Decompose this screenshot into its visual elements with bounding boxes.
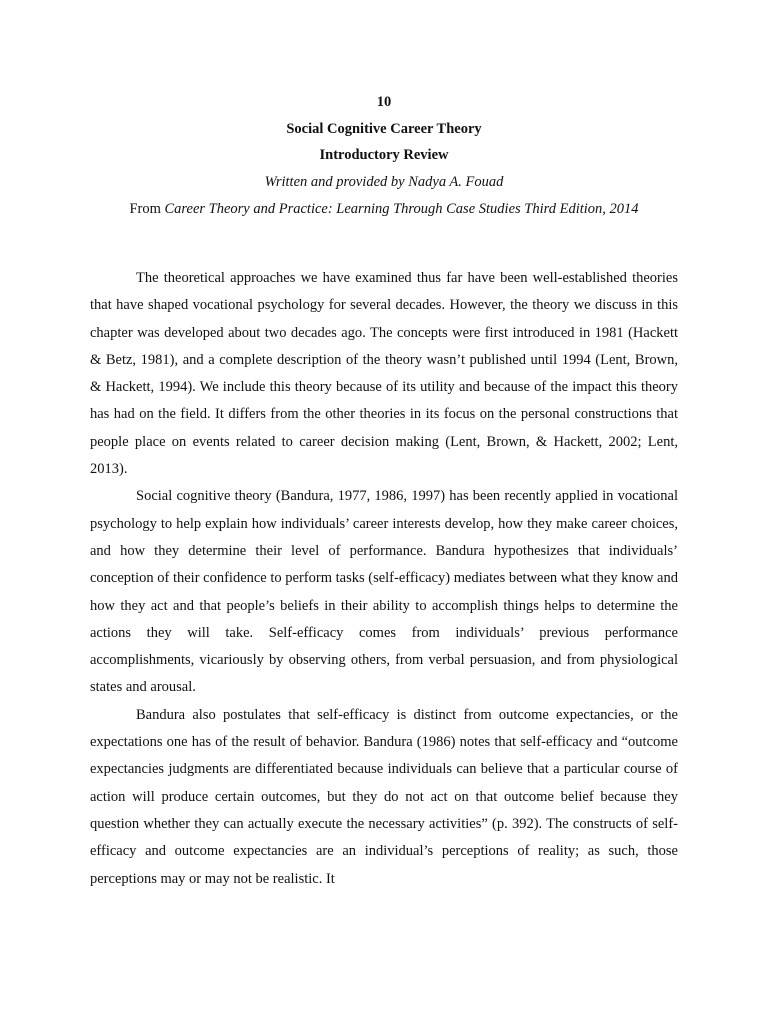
body-text bbox=[90, 265, 678, 893]
paragraph-1: The theoretical approaches we have examined thus far have been well-established theories that have shaped vocational psychology for several decades. However, the theory we discuss in this chapter was developed about two decades ago. The concepts were first introduced in 1981 (Hackett & Betz, 1981), and a complete description of the theory wasn’t published until 1994 (Lent, Brown, & Hackett, 1994). We include this theory because of its utility and because of the impact this theory has had on the field. It differs from the other theories in its focus on the personal constructions that people place on events related to career decision making (Lent, Brown, & Hackett, 2002; Lent, 2013). bbox=[90, 270, 678, 478]
source-work-title: Career Theory and Practice: Learning Through Case Studies Third Edition, 2014 bbox=[164, 201, 639, 217]
chapter-subtitle: Introductory Review bbox=[319, 147, 449, 163]
author-byline: Written and provided by Nadya A. Fouad bbox=[264, 174, 504, 190]
paragraph-2: Social cognitive theory (Bandura, 1977, 1986, 1997) has been recently applied in vocational psychology to help explain how individuals’ career interests develop, how they make career choices, and how they determine their level of performance. Bandura hypothesizes that individuals’ conception of their confidence to perform tasks (self-efficacy) mediates between what they know and how they act and that people’s beliefs in their ability to accomplish things helps to determine the actions they will take. Self-efficacy comes from individuals’ previous performance accomplishments, vicariously by observing others, from verbal persuasion, and from physiological states and arousal. bbox=[90, 488, 678, 696]
chapter-number: 10 bbox=[376, 94, 392, 110]
source-prefix: From bbox=[129, 201, 161, 217]
paragraph-3: Bandura also postulates that self-efficacy is distinct from outcome expectancies, or the expectations one has of the result of behavior. Bandura (1986) notes that self-efficacy and “outcome expectancies judgments are differentiated because individuals can believe that a particular course of action will produce certain outcomes, but they do not act on that outcome belief because they question whether they can actually execute the necessary activities” (p. 392). The constructs of self-efficacy and outcome expectancies are an individual’s perceptions of reality; as such, those perceptions may or may not be realistic. It bbox=[90, 706, 678, 887]
chapter-title: Social Cognitive Career Theory bbox=[286, 121, 482, 137]
source-line bbox=[0, 201, 768, 218]
